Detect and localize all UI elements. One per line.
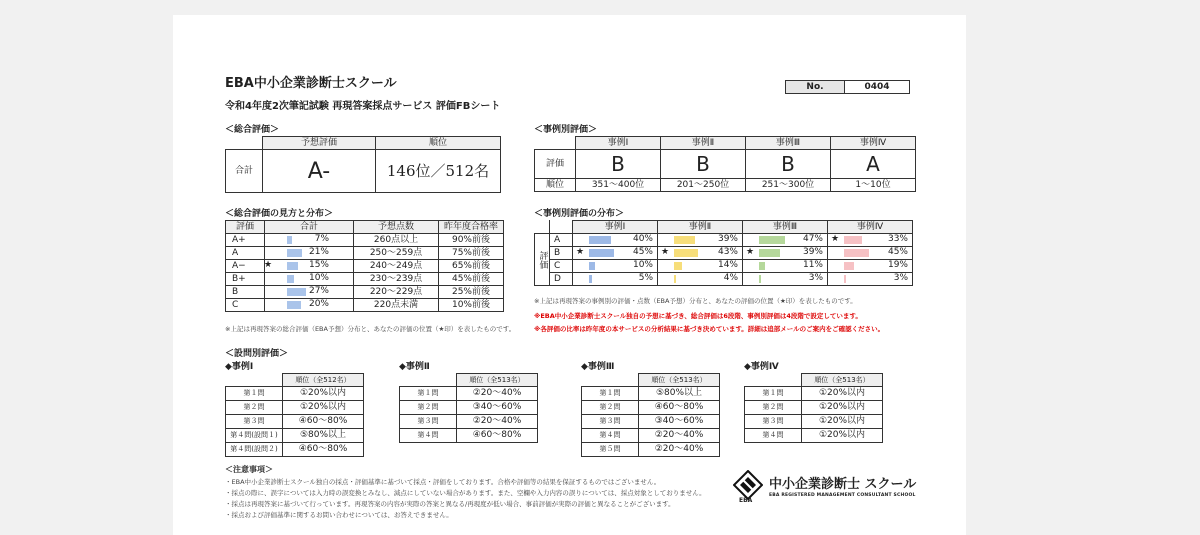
- dist-score: 240～249点: [354, 260, 439, 273]
- case-eval-rank-3: 251～300位: [746, 179, 831, 192]
- question-rank: ⑤80%以上: [283, 429, 364, 443]
- my-position-star: ★: [576, 247, 585, 257]
- overall-row-label: 合計: [226, 150, 263, 193]
- question-label: 第１問: [400, 387, 457, 401]
- dist-pass: 10%前後: [439, 299, 504, 312]
- notes-heading: ＜注意事項＞: [225, 465, 273, 474]
- dist-bar: [287, 288, 306, 296]
- question-label: 第１問: [745, 387, 802, 401]
- logo-main: 中小企業診断士 スクール: [769, 477, 917, 492]
- case-dist-cell: [743, 273, 828, 286]
- question-row: [400, 387, 538, 401]
- case-dist-bar: [844, 236, 862, 244]
- dist-score: 230～239点: [354, 273, 439, 286]
- case-dist-pct: 19%: [887, 260, 908, 270]
- case-dist-pct: 11%: [802, 260, 823, 270]
- case-dist-bar: [674, 236, 695, 244]
- notes-line-3: ・採点は再現答案に基づいて行っています。再現答案の内容が実際の答案と異なる/再現度が低い場合、事前評価が実際の評価と異なることがございます。: [225, 500, 675, 508]
- case-eval-rank-4: 1～10位: [831, 179, 916, 192]
- case-dist-bar: [589, 275, 592, 283]
- dist-note: ※上記は再現答案の総合評価（EBA予想）分布と、あなたの評価の位置（★印）を表したものです。: [225, 325, 516, 333]
- dist-score: 250～259点: [354, 247, 439, 260]
- dist-grade: B+: [226, 273, 265, 286]
- case-dist-grade: A: [550, 234, 573, 247]
- case-dist-side-label: 評価: [535, 234, 550, 286]
- question-rank: ④60～80%: [457, 429, 538, 443]
- question-rank: ③40～60%: [457, 401, 538, 415]
- case-dist-cell: [828, 260, 913, 273]
- case-dist-pct: 47%: [802, 234, 823, 244]
- case-dist-pct: 3%: [808, 273, 823, 283]
- case-eval-grade-1: B: [576, 150, 661, 179]
- case-dist-cell: [658, 247, 743, 260]
- case-dist-bar: [589, 249, 614, 257]
- question-row: [226, 387, 364, 401]
- question-label: 第３問: [582, 415, 639, 429]
- question-label: 第５問: [582, 443, 639, 457]
- case-eval-row-rank: 順位: [535, 179, 576, 192]
- question-rank: ③40～60%: [639, 415, 720, 429]
- question-case-title: ◆事例Ⅳ: [744, 362, 779, 372]
- question-label: 第４問: [745, 429, 802, 443]
- dist-heading: ＜総合評価の見方と分布＞: [225, 209, 334, 219]
- case-dist-bar: [759, 262, 765, 270]
- case-dist-name-4: 事例Ⅳ: [828, 221, 913, 234]
- case-eval-name-2: 事例Ⅱ: [661, 137, 746, 150]
- question-row: [582, 415, 720, 429]
- overall-table: [225, 136, 501, 193]
- question-row: [226, 401, 364, 415]
- case-dist-cell: [573, 273, 658, 286]
- dist-col-score: 予想点数: [354, 221, 439, 234]
- dist-row: [226, 299, 504, 312]
- logo-sub: EBA REGISTERED MANAGEMENT CONSULTANT SCHOOL: [769, 493, 916, 498]
- case-dist-cell: [658, 260, 743, 273]
- question-row: [400, 415, 538, 429]
- no-label: No.: [786, 81, 845, 94]
- question-case-title: ◆事例Ⅱ: [399, 362, 430, 372]
- notes-line-2: ・採点の際に、誤字については入力時の誤変換とみなし、減点にしていない場合があります。また、空欄や入力内容の誤りについては、採点対象としておりません。: [225, 489, 706, 497]
- question-rank: ②20～40%: [457, 387, 538, 401]
- question-row: [582, 443, 720, 457]
- question-row: [745, 401, 883, 415]
- question-rank: ④60～80%: [283, 415, 364, 429]
- dist-pass: 90%前後: [439, 234, 504, 247]
- question-rank: ①20%以内: [283, 401, 364, 415]
- dist-bar: [287, 249, 302, 257]
- case-dist-bar: [674, 249, 698, 257]
- case-eval-rank-1: 351～400位: [576, 179, 661, 192]
- school-logo: [733, 470, 933, 506]
- dist-bar: [287, 236, 292, 244]
- case-dist-cell: [828, 234, 913, 247]
- case-dist-row: [535, 260, 913, 273]
- dist-total-cell: [265, 247, 354, 260]
- case-dist-cell: [828, 247, 913, 260]
- case-dist-name-1: 事例Ⅰ: [573, 221, 658, 234]
- my-position-star: ★: [831, 234, 840, 244]
- dist-pct: 7%: [314, 234, 329, 244]
- question-row: [226, 429, 364, 443]
- question-case-title: ◆事例Ⅰ: [225, 362, 254, 372]
- case-eval-row-grade: 評価: [535, 150, 576, 179]
- no-value: 0404: [845, 81, 910, 94]
- question-row: [226, 443, 364, 457]
- dist-pct: 20%: [308, 299, 329, 309]
- case-dist-cell: [743, 260, 828, 273]
- case-dist-cell: [658, 273, 743, 286]
- question-rank: ①20%以内: [802, 387, 883, 401]
- case-dist-note-3: ※各評価の比率は昨年度の本サービスの分析結果に基づき決めています。詳細は追部メールのご案内をご確認ください。: [534, 325, 885, 333]
- case-dist-grade: D: [550, 273, 573, 286]
- dist-pass: 75%前後: [439, 247, 504, 260]
- question-label: 第３問: [745, 415, 802, 429]
- dist-grade: C: [226, 299, 265, 312]
- question-table: [744, 373, 883, 443]
- dist-total-cell: [265, 299, 354, 312]
- case-dist-bar: [589, 236, 611, 244]
- dist-pct: 15%: [308, 260, 329, 270]
- question-row: [226, 415, 364, 429]
- question-rank: ②20～40%: [639, 429, 720, 443]
- question-label: 第４問(設問２): [226, 443, 283, 457]
- case-dist-bar: [844, 249, 869, 257]
- question-row: [745, 429, 883, 443]
- question-rank: ②20～40%: [639, 443, 720, 457]
- case-dist-pct: 3%: [893, 273, 908, 283]
- case-dist-cell: [658, 234, 743, 247]
- dist-row: [226, 260, 504, 273]
- question-label: 第３問: [226, 415, 283, 429]
- question-label: 第３問: [400, 415, 457, 429]
- case-dist-pct: 39%: [717, 234, 738, 244]
- case-eval-grade-4: A: [831, 150, 916, 179]
- dist-grade: A−: [226, 260, 265, 273]
- dist-table: [225, 220, 504, 312]
- question-rank: ②20～40%: [457, 415, 538, 429]
- question-rank-header: 順位（全513名）: [802, 374, 883, 387]
- dist-bar: [287, 275, 294, 283]
- question-label: 第４問(設問１): [226, 429, 283, 443]
- case-dist-cell: [743, 234, 828, 247]
- question-rank: ①20%以内: [802, 415, 883, 429]
- question-rank: ①20%以内: [802, 429, 883, 443]
- case-dist-pct: 14%: [717, 260, 738, 270]
- case-dist-name-3: 事例Ⅲ: [743, 221, 828, 234]
- dist-grade: A+: [226, 234, 265, 247]
- dist-total-cell: [265, 234, 354, 247]
- question-row: [582, 429, 720, 443]
- overall-rank: 146位／512名: [376, 150, 501, 193]
- question-row: [745, 387, 883, 401]
- dist-total-cell: [265, 260, 354, 273]
- question-rank: ①20%以内: [283, 387, 364, 401]
- question-row: [582, 387, 720, 401]
- case-dist-pct: 45%: [887, 247, 908, 257]
- case-eval-rank-2: 201～250位: [661, 179, 746, 192]
- case-dist-cell: [573, 234, 658, 247]
- question-row: [400, 429, 538, 443]
- case-dist-pct: 39%: [802, 247, 823, 257]
- dist-row: [226, 286, 504, 299]
- question-rank-header: 順位（全512名）: [283, 374, 364, 387]
- dist-total-cell: [265, 286, 354, 299]
- question-rank-header: 順位（全513名）: [639, 374, 720, 387]
- school-name: EBA中小企業診断士スクール: [225, 76, 397, 91]
- case-dist-bar: [844, 275, 846, 283]
- feedback-sheet: [173, 15, 966, 535]
- question-rank: ④60～80%: [639, 401, 720, 415]
- dist-grade: A: [226, 247, 265, 260]
- notes-line-4: ・採点および評価基準に関するお問い合わせについては、お答えできません。: [225, 511, 453, 519]
- case-eval-name-1: 事例Ⅰ: [576, 137, 661, 150]
- case-dist-cell: [828, 273, 913, 286]
- dist-pass: 25%前後: [439, 286, 504, 299]
- case-eval-table: [534, 136, 916, 192]
- question-rank: ④60～80%: [283, 443, 364, 457]
- overall-grade: A-: [263, 150, 376, 193]
- case-dist-pct: 33%: [887, 234, 908, 244]
- dist-col-grade: 評価: [226, 221, 265, 234]
- dist-pct: 21%: [308, 247, 329, 257]
- case-dist-table: [534, 220, 913, 286]
- case-eval-grade-3: B: [746, 150, 831, 179]
- case-eval-name-4: 事例Ⅳ: [831, 137, 916, 150]
- dist-col-pass: 昨年度合格率: [439, 221, 504, 234]
- question-label: 第４問: [582, 429, 639, 443]
- dist-score: 220点未満: [354, 299, 439, 312]
- case-dist-row: [535, 273, 913, 286]
- dist-pct: 10%: [308, 273, 329, 283]
- notes-line-1: ・EBA中小企業診断士スクール独自の採点・評価基準に基づいて採点・評価をしております。合格や評価等の結果を保証するものではございません。: [225, 478, 661, 486]
- my-position-star: ★: [264, 260, 273, 270]
- case-dist-bar: [759, 236, 785, 244]
- case-dist-pct: 40%: [632, 234, 653, 244]
- case-dist-bar: [844, 262, 854, 270]
- case-dist-name-2: 事例Ⅱ: [658, 221, 743, 234]
- question-label: 第１問: [226, 387, 283, 401]
- case-dist-grade: B: [550, 247, 573, 260]
- overall-heading: ＜総合評価＞: [225, 125, 280, 135]
- question-row: [582, 401, 720, 415]
- question-label: 第４問: [400, 429, 457, 443]
- case-eval-name-3: 事例Ⅲ: [746, 137, 831, 150]
- case-dist-bar: [674, 262, 682, 270]
- question-label: 第２問: [226, 401, 283, 415]
- question-rank: ①20%以内: [802, 401, 883, 415]
- dist-bar: [287, 301, 301, 309]
- case-dist-note-1: ※上記は再現答案の事例別の評価・点数（EBA予想）分布と、あなたの評価の位置（★印）を表したものです。: [534, 297, 857, 305]
- case-dist-pct: 43%: [717, 247, 738, 257]
- case-eval-grade-2: B: [661, 150, 746, 179]
- case-dist-pct: 45%: [632, 247, 653, 257]
- case-dist-pct: 10%: [632, 260, 653, 270]
- case-dist-cell: [573, 260, 658, 273]
- question-table: [581, 373, 720, 457]
- sheet-number-table: [785, 80, 910, 94]
- dist-row: [226, 247, 504, 260]
- my-position-star: ★: [746, 247, 755, 257]
- questions-heading: ＜設問別評価＞: [225, 349, 289, 359]
- dist-col-total: 合計: [265, 221, 354, 234]
- case-eval-heading: ＜事例別評価＞: [534, 125, 598, 135]
- question-label: 第１問: [582, 387, 639, 401]
- dist-pass: 65%前後: [439, 260, 504, 273]
- question-table: [399, 373, 538, 443]
- question-rank: ⑤80%以上: [639, 387, 720, 401]
- dist-grade: B: [226, 286, 265, 299]
- question-label: 第２問: [400, 401, 457, 415]
- case-dist-pct: 5%: [638, 273, 653, 283]
- dist-bar: [287, 262, 298, 270]
- case-dist-row: [535, 247, 913, 260]
- sheet-title: 令和4年度2次筆記試験 再現答案採点サービス 評価FBシート: [225, 101, 501, 112]
- question-row: [400, 401, 538, 415]
- dist-row: [226, 273, 504, 286]
- dist-score: 260点以上: [354, 234, 439, 247]
- case-dist-bar: [589, 262, 595, 270]
- case-dist-bar: [759, 249, 780, 257]
- dist-total-cell: [265, 273, 354, 286]
- dist-pct: 27%: [308, 286, 329, 296]
- case-dist-cell: [573, 247, 658, 260]
- dist-pass: 45%前後: [439, 273, 504, 286]
- dist-row: [226, 234, 504, 247]
- question-row: [745, 415, 883, 429]
- case-dist-heading: ＜事例別評価の分布＞: [534, 209, 625, 219]
- case-dist-bar: [674, 275, 676, 283]
- case-dist-note-2: ※EBA中小企業診断士スクール独自の予想に基づき、総合評価は6段階、事例別評価は4段階で設定しています。: [534, 312, 862, 320]
- case-dist-grade: C: [550, 260, 573, 273]
- case-dist-bar: [759, 275, 761, 283]
- my-position-star: ★: [661, 247, 670, 257]
- dist-score: 220～229点: [354, 286, 439, 299]
- logo-mark: EBA: [739, 497, 753, 504]
- overall-col-rank: 順位: [376, 137, 501, 150]
- question-case-title: ◆事例Ⅲ: [581, 362, 615, 372]
- question-rank-header: 順位（全513名）: [457, 374, 538, 387]
- case-dist-cell: [743, 247, 828, 260]
- case-dist-row: [535, 234, 913, 247]
- question-label: 第２問: [582, 401, 639, 415]
- overall-col-pred: 予想評価: [263, 137, 376, 150]
- question-table: [225, 373, 364, 457]
- case-dist-pct: 4%: [723, 273, 738, 283]
- question-label: 第２問: [745, 401, 802, 415]
